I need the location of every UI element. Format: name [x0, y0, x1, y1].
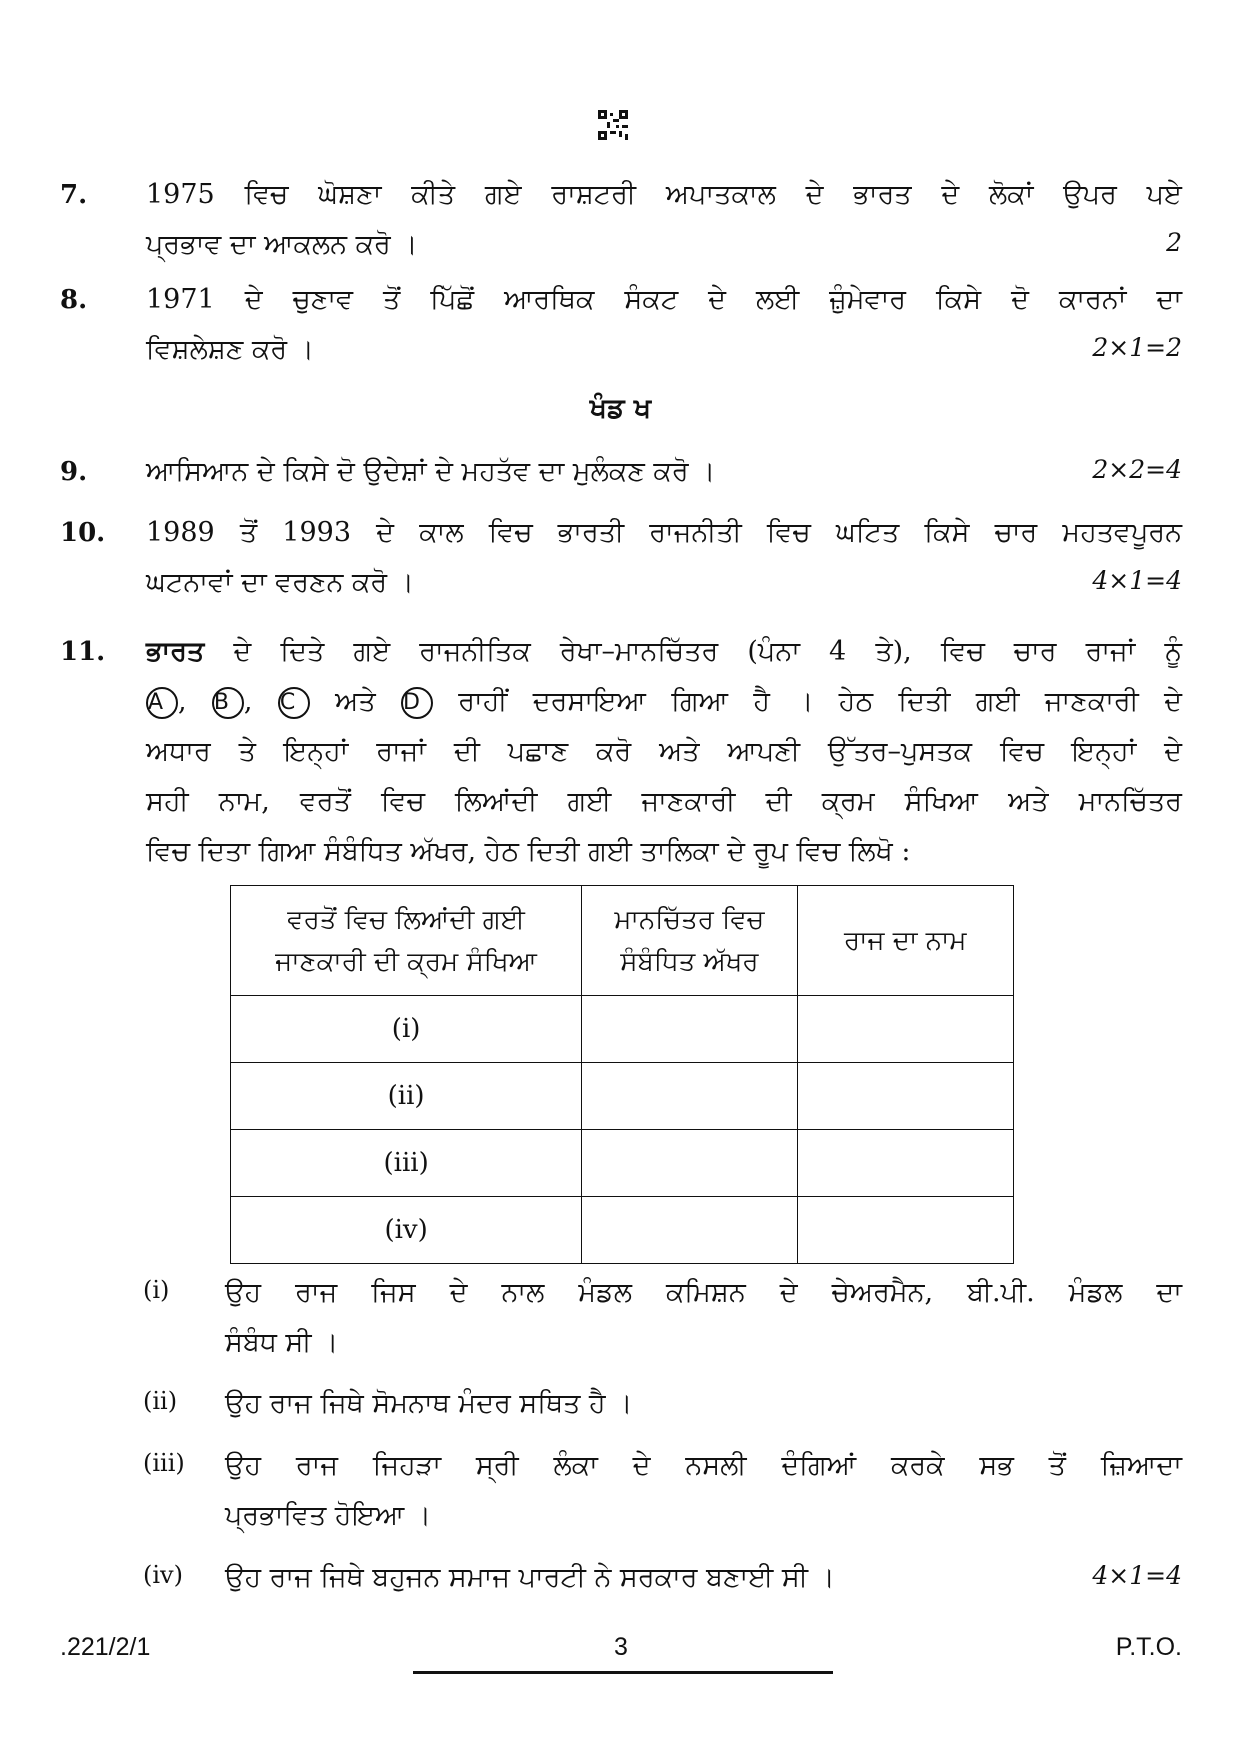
clue-label: (iii) [143, 1449, 185, 1477]
table-cell-state [797, 1197, 1013, 1264]
table-cell-letter [582, 1063, 797, 1130]
clue-label: (ii) [143, 1387, 178, 1415]
question-line: 1989 ਤੋਂ 1993 ਦੇ ਕਾਲ ਵਿਚ ਭਾਰਤੀ ਰਾਜਨੀਤੀ ਵਿਚ ਘਟਿਤ ਕਿਸੇ ਚਾਰ ਮਹਤਵਪੂਰਨ [146, 517, 1182, 548]
question-line: A , B , C ਅਤੇ D ਰਾਹੀਂ ਦਰਸਾਇਆ ਗਿਆ ਹੈ । ਹੇਠ ਦਿਤੀ ਗਈ ਜਾਣਕਾਰੀ ਦੇ [148, 686, 1182, 717]
marks: 2 [1166, 228, 1182, 257]
question-line: ਆਸਿਆਨ ਦੇ ਕਿਸੇ ਦੋ ਉਦੇਸ਼ਾਂ ਦੇ ਮਹਤੱਵ ਦਾ ਮੁਲੰਕਣ ਕਰੋ । [146, 456, 716, 487]
clue-line: ਉਹ ਰਾਜ ਜਿਸ ਦੇ ਨਾਲ ਮੰਡਲ ਕਮਿਸ਼ਨ ਦੇ ਚੇਅਰਮੈਨ, ਬੀ.ਪੀ. ਮੰਡਲ ਦਾ [225, 1277, 1182, 1308]
page-number: 3 [614, 1633, 628, 1661]
marks: 2×2=4 [1092, 455, 1182, 484]
table-cell-serial: (i) [231, 996, 582, 1063]
header-line: ਸੰਬੰਧਿਤ ਅੱਖਰ [620, 946, 759, 977]
bold-term: ਭਾਰਤ [146, 636, 205, 667]
question-line: ਵਿਸ਼ਲੇਸ਼ਣ ਕਰੋ । [146, 334, 314, 365]
question-line [146, 627, 1182, 677]
table-cell-serial: (ii) [231, 1063, 582, 1130]
header-line: ਜਾਣਕਾਰੀ ਦੀ ਕ੍ਰਮ ਸੰਖਿਆ [275, 946, 537, 977]
table-header-row [231, 886, 1014, 996]
map-letter-d: D [401, 687, 433, 719]
question-number: 11. [60, 637, 106, 667]
footer-rule [413, 1671, 833, 1674]
question-9 [60, 447, 1182, 497]
marks: 4×1=4 [1092, 1561, 1182, 1590]
map-letter-b: B [212, 687, 244, 719]
question-11 [60, 627, 1182, 877]
question-line: ਅਧਾਰ ਤੇ ਇਨ੍ਹਾਂ ਰਾਜਾਂ ਦੀ ਪਛਾਣ ਕਰੋ ਅਤੇ ਆਪਣੀ ਉੱਤਰ–ਪੁਸਤਕ ਵਿਚ ਇਨ੍ਹਾਂ ਦੇ [146, 736, 1182, 767]
question-line: 1975 ਵਿਚ ਘੋਸ਼ਣਾ ਕੀਤੇ ਗਏ ਰਾਸ਼ਟਰੀ ਅਪਾਤਕਾਲ ਦੇ ਭਾਰਤ ਦੇ ਲੋਕਾਂ ਉਪਰ ਪਏ [146, 179, 1182, 210]
clue-label: (iv) [143, 1561, 183, 1589]
answer-table [230, 885, 1014, 1264]
question-number: 9. [60, 457, 88, 487]
clue-line: ਸੰਬੰਧ ਸੀ । [225, 1327, 339, 1358]
table-cell-letter [582, 1130, 797, 1197]
clue-line: ਉਹ ਰਾਜ ਜਿਥੇ ਸੋਮਨਾਥ ਮੰਦਰ ਸਥਿਤ ਹੈ । [225, 1388, 633, 1419]
clue-item-i [143, 1268, 1182, 1368]
and-word: ਅਤੇ [335, 686, 376, 717]
clue-item-iii [143, 1441, 1182, 1541]
qr-code-icon [598, 110, 628, 140]
section-heading: ਖੰਡ ਖ [589, 393, 652, 424]
map-letter-a: A [146, 687, 178, 719]
pto-label: P.T.O. [1115, 1633, 1182, 1661]
table-cell-letter [582, 1197, 797, 1264]
table-row [231, 996, 1014, 1063]
table-row [231, 1130, 1014, 1197]
clue-item-iv [143, 1553, 1182, 1603]
clue-line: ਉਹ ਰਾਜ ਜਿਥੇ ਬਹੁਜਨ ਸਮਾਜ ਪਾਰਟੀ ਨੇ ਸਰਕਾਰ ਬਣਾਈ ਸੀ । [225, 1562, 835, 1593]
question-line: ਪ੍ਰਭਾਵ ਦਾ ਆਕਲਨ ਕਰੋ । [146, 229, 418, 260]
table-header-letter [582, 886, 797, 996]
question-7 [60, 170, 1182, 270]
question-line: 1971 ਦੇ ਚੁਣਾਵ ਤੋਂ ਪਿੱਛੋਂ ਆਰਥਿਕ ਸੰਕਟ ਦੇ ਲਈ ਜ਼ੁੰਮੇਵਾਰ ਕਿਸੇ ਦੋ ਕਾਰਨਾਂ ਦਾ [146, 284, 1182, 315]
paper-code: .221/2/1 [60, 1633, 151, 1661]
table-cell-serial: (iv) [231, 1197, 582, 1264]
clue-line: ਉਹ ਰਾਜ ਜਿਹੜਾ ਸ੍ਰੀ ਲੰਕਾ ਦੇ ਨਸਲੀ ਦੰਗਿਆਂ ਕਰਕੇ ਸਭ ਤੋਂ ਜ਼ਿਆਦਾ [225, 1450, 1182, 1481]
marks: 2×1=2 [1092, 333, 1182, 362]
table-header-serial [231, 886, 582, 996]
map-letter-c: C [278, 687, 310, 719]
question-line: ਘਟਨਾਵਾਂ ਦਾ ਵਰਣਨ ਕਰੋ । [146, 567, 414, 598]
question-number: 8. [60, 285, 88, 315]
table-cell-state [797, 1063, 1013, 1130]
clue-item-ii [143, 1379, 1182, 1429]
question-number: 7. [60, 180, 88, 210]
table-cell-state [797, 1130, 1013, 1197]
marks: 4×1=4 [1092, 566, 1182, 595]
question-number: 10. [60, 518, 106, 548]
question-line: ਵਿਚ ਦਿਤਾ ਗਿਆ ਸੰਬੰਧਿਤ ਅੱਖਰ, ਹੇਠ ਦਿਤੀ ਗਈ ਤਾਲਿਕਾ ਦੇ ਰੂਪ ਵਿਚ ਲਿਖੋ : [146, 836, 911, 867]
table-row [231, 1197, 1014, 1264]
header-line: ਮਾਨਚਿੱਤਰ ਵਿਚ [614, 904, 765, 935]
header-line: ਵਰਤੋਂ ਵਿਚ ਲਿਆਂਦੀ ਗਈ [287, 904, 525, 935]
table-header-state-name: ਰਾਜ ਦਾ ਨਾਮ [797, 886, 1013, 996]
table-cell-state [797, 996, 1013, 1063]
question-10 [60, 508, 1182, 608]
question-8 [60, 275, 1182, 375]
question-text: ਦੇ ਦਿਤੇ ਗਏ ਰਾਜਨੀਤਿਕ ਰੇਖਾ–ਮਾਨਚਿੱਤਰ (ਪੰਨਾ 4 ਤੇ), ਵਿਚ ਚਾਰ ਰਾਜਾਂ ਨੂੰ [204, 636, 1182, 667]
table-cell-serial: (iii) [231, 1130, 582, 1197]
table-cell-letter [582, 996, 797, 1063]
table-row [231, 1063, 1014, 1130]
clue-label: (i) [143, 1276, 170, 1304]
question-line: ਸਹੀ ਨਾਮ, ਵਰਤੋਂ ਵਿਚ ਲਿਆਂਦੀ ਗਈ ਜਾਣਕਾਰੀ ਦੀ ਕ੍ਰਮ ਸੰਖਿਆ ਅਤੇ ਮਾਨਚਿੱਤਰ [146, 786, 1182, 817]
question-text: ਰਾਹੀਂ ਦਰਸਾਇਆ ਗਿਆ ਹੈ । ਹੇਠ ਦਿਤੀ ਗਈ ਜਾਣਕਾਰੀ ਦੇ [458, 686, 1182, 717]
clue-line: ਪ੍ਰਭਾਵਿਤ ਹੋਇਆ । [225, 1500, 432, 1531]
